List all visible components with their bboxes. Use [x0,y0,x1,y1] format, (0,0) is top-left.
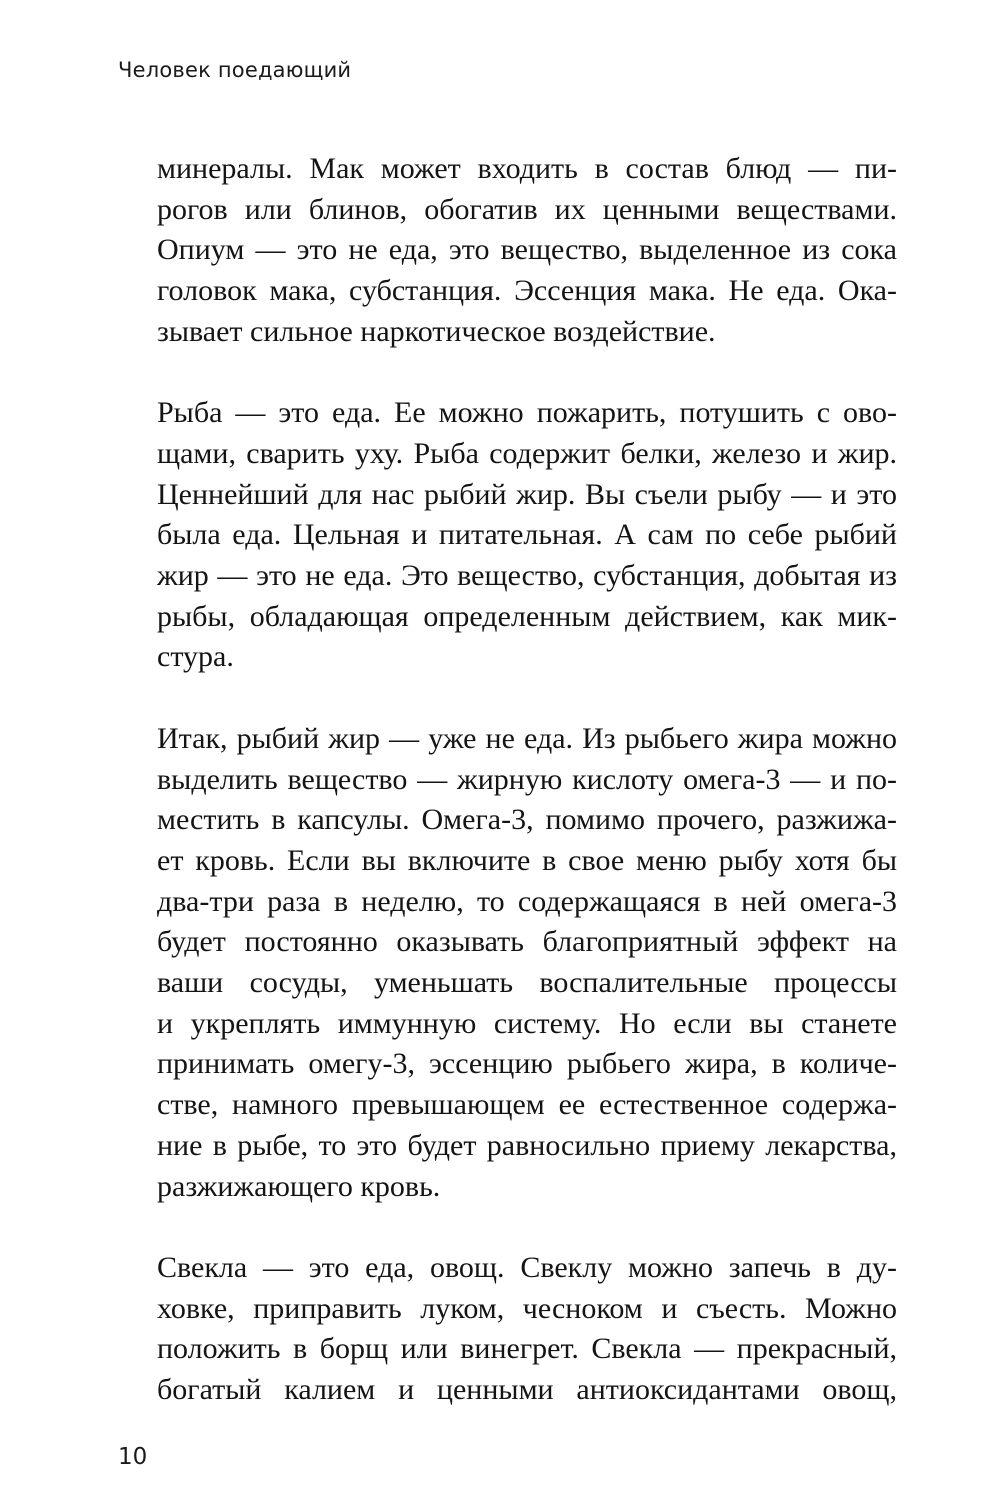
text-line: ние в рыбе, то это будет равносильно приему лекарства, [157,1128,897,1162]
text-line: ваши сосуды, уменьшать воспалительные процессы [157,966,897,1000]
text-line: богатый калием и ценными антиоксидантами овощ, [157,1373,897,1407]
text-line: положить в борщ или винегрет. Свекла — прекрасный, [157,1332,897,1366]
text-line: два-три раза в неделю, то содержащаяся в ней омега-3 [157,884,897,918]
text-line: щами, сварить уху. Рыба содержит белки, железо и жир. [157,436,897,470]
text-line: ет кровь. Если вы включите в свое меню рыбу хотя бы [157,843,897,877]
text-line: ховке, приправить луком, чесноком и съесть. Можно [157,1291,897,1325]
text-line: местить в капсулы. Омега-3, помимо прочего, разжижа- [157,803,897,837]
text-line: стве, намного превышающем ее естественное содержа- [157,1088,897,1122]
body-text [157,149,897,1451]
text-line: будет постоянно оказывать благоприятный эффект на [157,925,897,959]
text-line: рыбы, обладающая определенным действием, как мик- [157,599,897,633]
text-line: Итак, рыбий жир — уже не еда. Из рыбьего жира можно [157,721,897,755]
text-line: жир — это не еда. Это вещество, субстанция, добытая из [157,559,897,593]
text-line: и укреплять иммунную систему. Но если вы станете [157,1006,897,1040]
paragraph-svekla [157,1248,897,1411]
text-line: минералы. Мак может входить в состав блюд — пи- [157,152,897,185]
text-line: головок мака, субстанция. Эссенция мака. Не еда. Ока- [157,274,897,308]
paragraph-omega [157,719,897,1207]
text-line: разжижающего кровь. [157,1169,441,1203]
text-line: стура. [157,640,234,674]
paragraph-mak [157,149,897,353]
paragraph-ryba [157,393,897,678]
text-line: Опиум — это не еда, это вещество, выделенное из сока [157,233,897,267]
text-line: выделить вещество — жирную кислоту омега-3 — и по- [157,762,897,796]
text-line: Рыба — это еда. Ее можно пожарить, потушить с ово- [157,396,897,430]
text-line: зывает сильное наркотическое воздействие. [157,314,716,348]
page-number: 10 [118,1444,148,1470]
text-line: была еда. Цельная и питательная. А сам по себе рыбий [157,518,897,552]
text-line: рогов или блинов, обогатив их ценными веществами. [157,192,897,226]
running-head: Человек поедающий [118,58,352,82]
text-line: Свекла — это еда, овощ. Свеклу можно запечь в ду- [157,1250,897,1284]
text-line: Ценнейший для нас рыбий жир. Вы съели рыбу — и это [157,477,897,511]
text-line: принимать омегу-3, эссенцию рыбьего жира, в количе- [157,1047,897,1081]
